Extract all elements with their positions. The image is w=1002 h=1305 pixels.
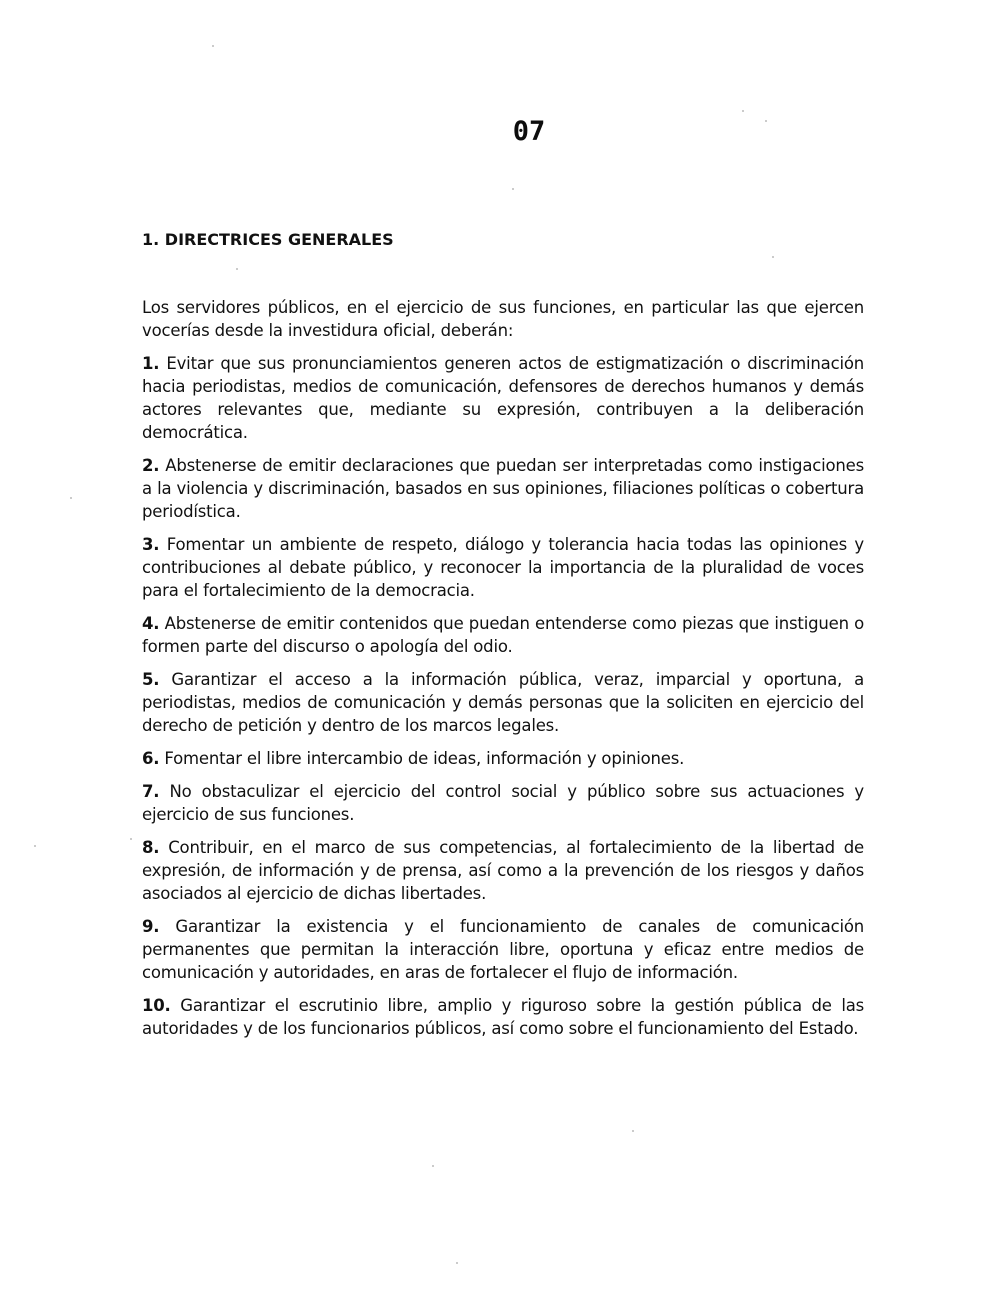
item-text: Abstenerse de emitir contenidos que puedan entenderse como piezas que instiguen o formen parte del discurso o apología del odio.	[142, 614, 864, 656]
page-number: 07	[512, 116, 546, 147]
item-number: 10.	[142, 996, 171, 1015]
list-item	[142, 454, 864, 523]
scan-speck	[212, 45, 214, 47]
list-item	[142, 915, 864, 984]
scan-speck	[456, 1262, 458, 1264]
list-item	[142, 836, 864, 905]
list-item	[142, 612, 864, 658]
scan-speck	[765, 120, 767, 122]
list-item	[142, 780, 864, 826]
scan-speck	[432, 1165, 434, 1167]
scan-speck	[70, 497, 72, 499]
item-number: 9.	[142, 917, 160, 936]
intro-paragraph: Los servidores públicos, en el ejercicio de sus funciones, en particular las que ejercen vocerías desde la investidura oficial, deberán:	[142, 298, 864, 340]
item-text: Fomentar un ambiente de respeto, diálogo y tolerancia hacia todas las opiniones y contribuciones al debate público, y reconocer la importancia de la pluralidad de voces para el fortalecimiento de la democracia.	[142, 535, 864, 600]
item-number: 1.	[142, 354, 160, 373]
scan-speck	[236, 268, 238, 270]
item-number: 8.	[142, 838, 160, 857]
item-text: Garantizar la existencia y el funcionamiento de canales de comunicación permanentes que permitan la interacción libre, oportuna y eficaz entre medios de comunicación y autoridades, en aras de fortalecer el flujo de información.	[142, 917, 864, 982]
scan-speck	[130, 838, 132, 840]
scan-speck	[34, 845, 36, 847]
item-text: Fomentar el libre intercambio de ideas, información y opiniones.	[164, 749, 685, 768]
item-text: Contribuir, en el marco de sus competencias, al fortalecimiento de la libertad de expresión, de información y de prensa, así como a la prevención de los riesgos y daños asociados al ejercicio de dichas libertades.	[142, 838, 864, 903]
section-title: 1. DIRECTRICES GENERALES	[142, 230, 394, 249]
list-item	[142, 533, 864, 602]
item-number: 7.	[142, 782, 160, 801]
item-text: Abstenerse de emitir declaraciones que puedan ser interpretadas como instigaciones a la violencia y discriminación, basados en sus opiniones, filiaciones políticas o cobertura periodística.	[142, 456, 864, 521]
document-body	[142, 226, 864, 1050]
item-number: 4.	[142, 614, 160, 633]
scan-speck	[512, 188, 514, 190]
item-number: 2.	[142, 456, 160, 475]
list-item	[142, 668, 864, 737]
item-number: 3.	[142, 535, 160, 554]
item-text: Garantizar el acceso a la información pública, veraz, imparcial y oportuna, a periodistas, medios de comunicación y demás personas que la soliciten en ejercicio del derecho de petición y dentro de los marcos legales.	[142, 670, 864, 735]
scan-speck	[772, 256, 774, 258]
directives-list	[142, 352, 864, 1040]
scan-speck	[742, 110, 744, 112]
item-number: 6.	[142, 749, 160, 768]
list-item	[142, 747, 864, 770]
item-text: Garantizar el escrutinio libre, amplio y riguroso sobre la gestión pública de las autoridades y de los funcionarios públicos, así como sobre el funcionamiento del Estado.	[142, 996, 865, 1038]
item-text: No obstaculizar el ejercicio del control social y público sobre sus actuaciones y ejercicio de sus funciones.	[142, 782, 864, 824]
list-item	[142, 994, 864, 1040]
list-item	[142, 352, 864, 444]
item-number: 5.	[142, 670, 160, 689]
scan-speck	[632, 1130, 634, 1132]
item-text: Evitar que sus pronunciamientos generen actos de estigmatización o discriminación hacia periodistas, medios de comunicación, defensores de derechos humanos y demás actores relevantes que, mediante su expresión, contribuyen a la deliberación democrática.	[142, 354, 865, 442]
